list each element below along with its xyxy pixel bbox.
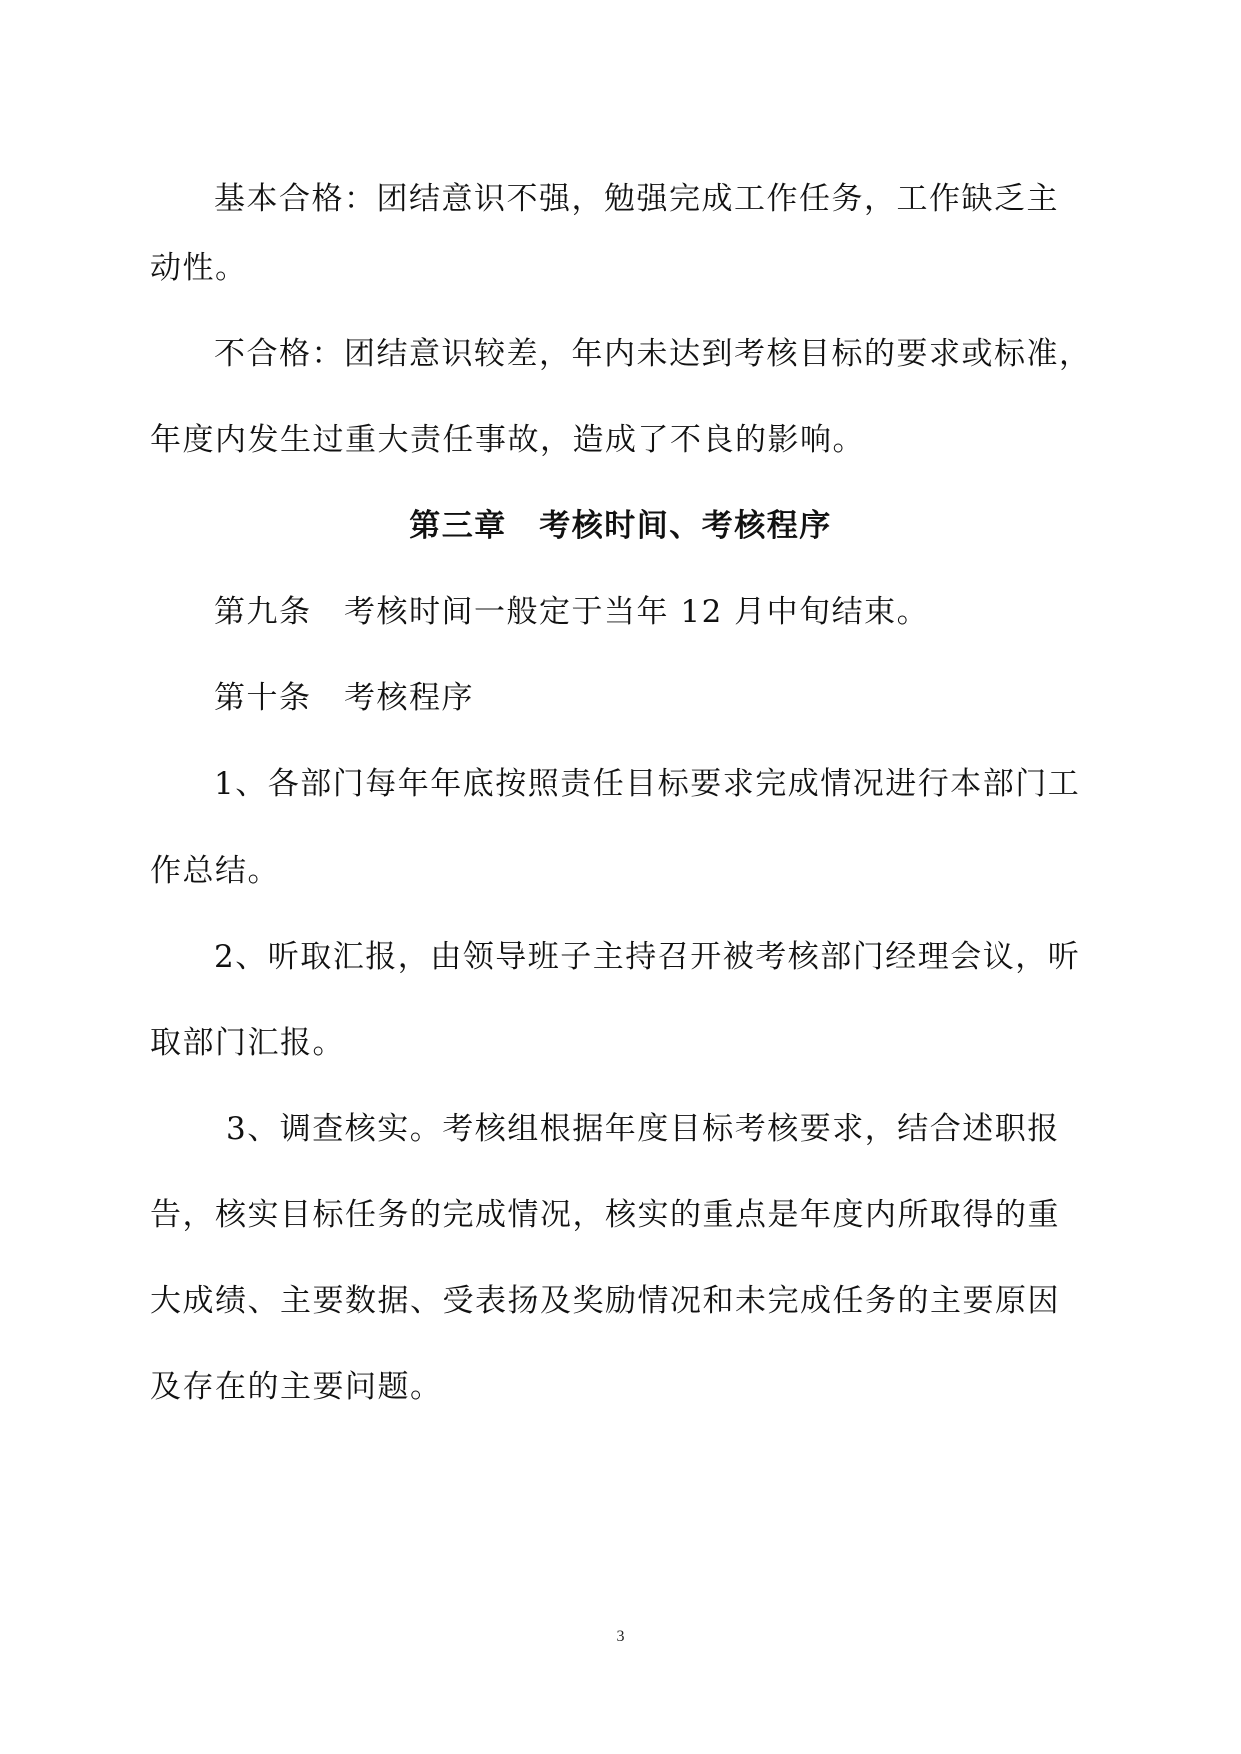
item-one-line2: 作总结。	[150, 853, 280, 889]
item-three-line1: 3、调查核实。考核组根据年度目标考核要求，结合述职报	[226, 1111, 1060, 1147]
item-one-line1: 1、各部门每年年底按照责任目标要求完成情况进行本部门工	[214, 766, 1081, 802]
article-ten: 第十条 考核程序	[214, 680, 474, 716]
item-two-line2: 取部门汇报。	[150, 1025, 345, 1061]
paragraph-basic-pass-line1: 基本合格：团结意识不强，勉强完成工作任务，工作缺乏主	[214, 181, 1059, 217]
paragraph-fail-line1: 不合格：团结意识较差，年内未达到考核目标的要求或标准，	[214, 336, 1092, 372]
article-nine: 第九条 考核时间一般定于当年 12 月中旬结束。	[214, 594, 930, 630]
item-three-line3: 大成绩、主要数据、受表扬及奖励情况和未完成任务的主要原因	[150, 1283, 1060, 1319]
paragraph-fail-line2: 年度内发生过重大责任事故，造成了不良的影响。	[150, 422, 865, 458]
page-number: 3	[616, 1628, 625, 1645]
item-three-line2: 告，核实目标任务的完成情况，核实的重点是年度内所取得的重	[150, 1197, 1060, 1233]
chapter-heading: 第三章 考核时间、考核程序	[409, 508, 832, 544]
item-three-line4: 及存在的主要问题。	[150, 1369, 443, 1405]
paragraph-basic-pass-line2: 动性。	[150, 250, 248, 286]
item-two-line1: 2、听取汇报，由领导班子主持召开被考核部门经理会议，听	[214, 939, 1081, 975]
